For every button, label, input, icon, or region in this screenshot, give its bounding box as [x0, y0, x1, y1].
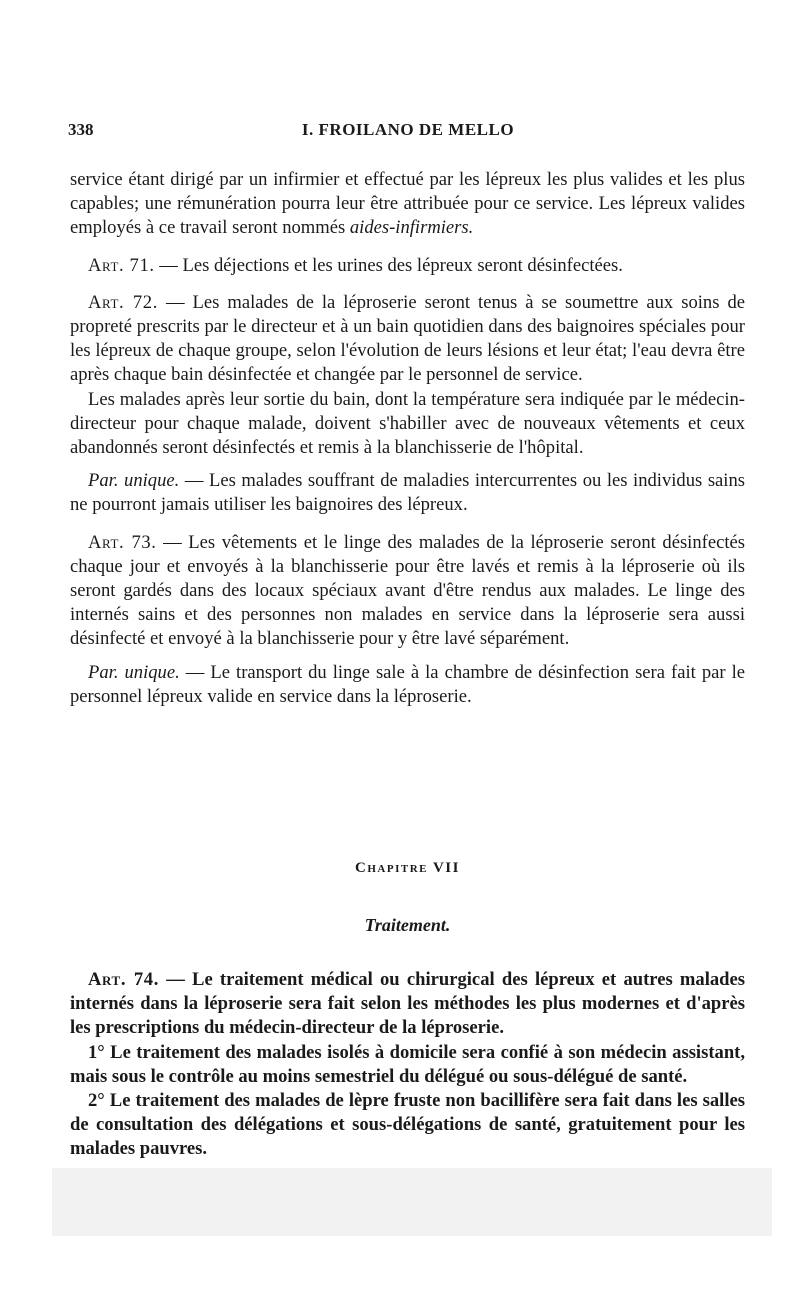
article-74-label: Art. 74.: [88, 969, 159, 990]
chapter-title: Chapitre VII: [355, 860, 460, 876]
article-72-par-unique: [70, 469, 745, 517]
paragraph-service-italic: aides-infirmiers.: [349, 217, 474, 239]
article-73-par-unique: [70, 661, 745, 709]
article-73-text: — Les vêtements et le linge des malades de la léproserie seront désinfectés chaque jour et envoyés à la blanchisserie pour être lavés et remis à la léproserie où ils seront gardés dans des locaux spéciaux avant d'être rendus aux malades. Le linge des internés sains et des personnes non malades en service dans la léproserie sera aussi désinfecté et envoyé à la blanchisserie pour y être lavé séparément.: [70, 531, 745, 650]
article-73-par-unique-text: — Le transport du linge sale à la chambre de désinfection sera fait par le personnel lépreux valide en service dans la léproserie.: [70, 661, 745, 707]
scan-shading: [52, 1168, 772, 1236]
text-block-upper: [70, 168, 745, 709]
page-number: 338: [68, 120, 94, 139]
article-72-par-unique-label: Par. unique.: [88, 470, 180, 492]
article-71: [70, 254, 745, 278]
article-71-text: — Les déjections et les urines des lépreux seront désinfectées.: [154, 254, 623, 276]
paragraph-service: [70, 168, 745, 241]
article-74-item-1: 1° Le traitement des malades isolés à domicile sera confié à son médecin assistant, mais sous le contrôle au moins semestriel du délégué ou sous-délégué de santé.: [70, 1041, 745, 1087]
article-73: [70, 531, 745, 652]
running-title: I. FROILANO DE MELLO: [301, 120, 515, 139]
article-72-text: — Les malades de la léproserie seront tenus à se soumettre aux soins de propreté prescrits par le directeur et à un bain quotidien dans des baignoires spéciales pour les lépreux de chaque groupe, selon l'évolution de leurs lésions et leur état; l'eau devra être après chaque bain désinfectée et changée par le personnel de service.: [70, 291, 745, 386]
article-72-label: Art. 72.: [88, 291, 158, 313]
chapter-subtitle: Traitement.: [364, 915, 451, 935]
paragraph-service-text: service étant dirigé par un infirmier et effectué par les lépreux les plus valides et les plus capables; une rémunération pourra leur être attribuée pour ce service. Les lépreux valides employés à ce travail seront nommés: [70, 169, 745, 239]
article-72: [70, 291, 745, 388]
article-72-paragraph-2: Les malades après leur sortie du bain, dont la température sera indiquée par le médecin-directeur pour chaque malade, doivent s'habiller avec de nouveaux vêtements et ceux abandonnés seront désinfectés et remis à la blanchisserie de l'hôpital.: [70, 388, 745, 459]
article-73-par-unique-label: Par. unique.: [88, 661, 180, 683]
text-block-lower: [70, 968, 745, 1162]
article-73-label: Art. 73.: [88, 531, 157, 553]
article-71-label: Art. 71.: [88, 254, 155, 276]
article-72-par-unique-text: — Les malades souffrant de maladies intercurrentes ou les individus sains ne pourront jamais utiliser les baignoires des lépreux.: [70, 470, 746, 516]
article-74-item-2: 2° Le traitement des malades de lèpre fruste non bacillifère sera fait dans les salles de consultation des délégations et sous-délégations de santé, gratuitement pour les malades pauvres.: [70, 1090, 745, 1160]
page-header: [68, 120, 748, 144]
article-74-text: — Le traitement médical ou chirurgical des lépreux et autres malades internés dans la léproserie sera fait selon les méthodes les plus modernes et d'après les prescriptions du médecin-directeur de la léproserie.: [70, 969, 745, 1039]
article-74: [70, 968, 745, 1041]
